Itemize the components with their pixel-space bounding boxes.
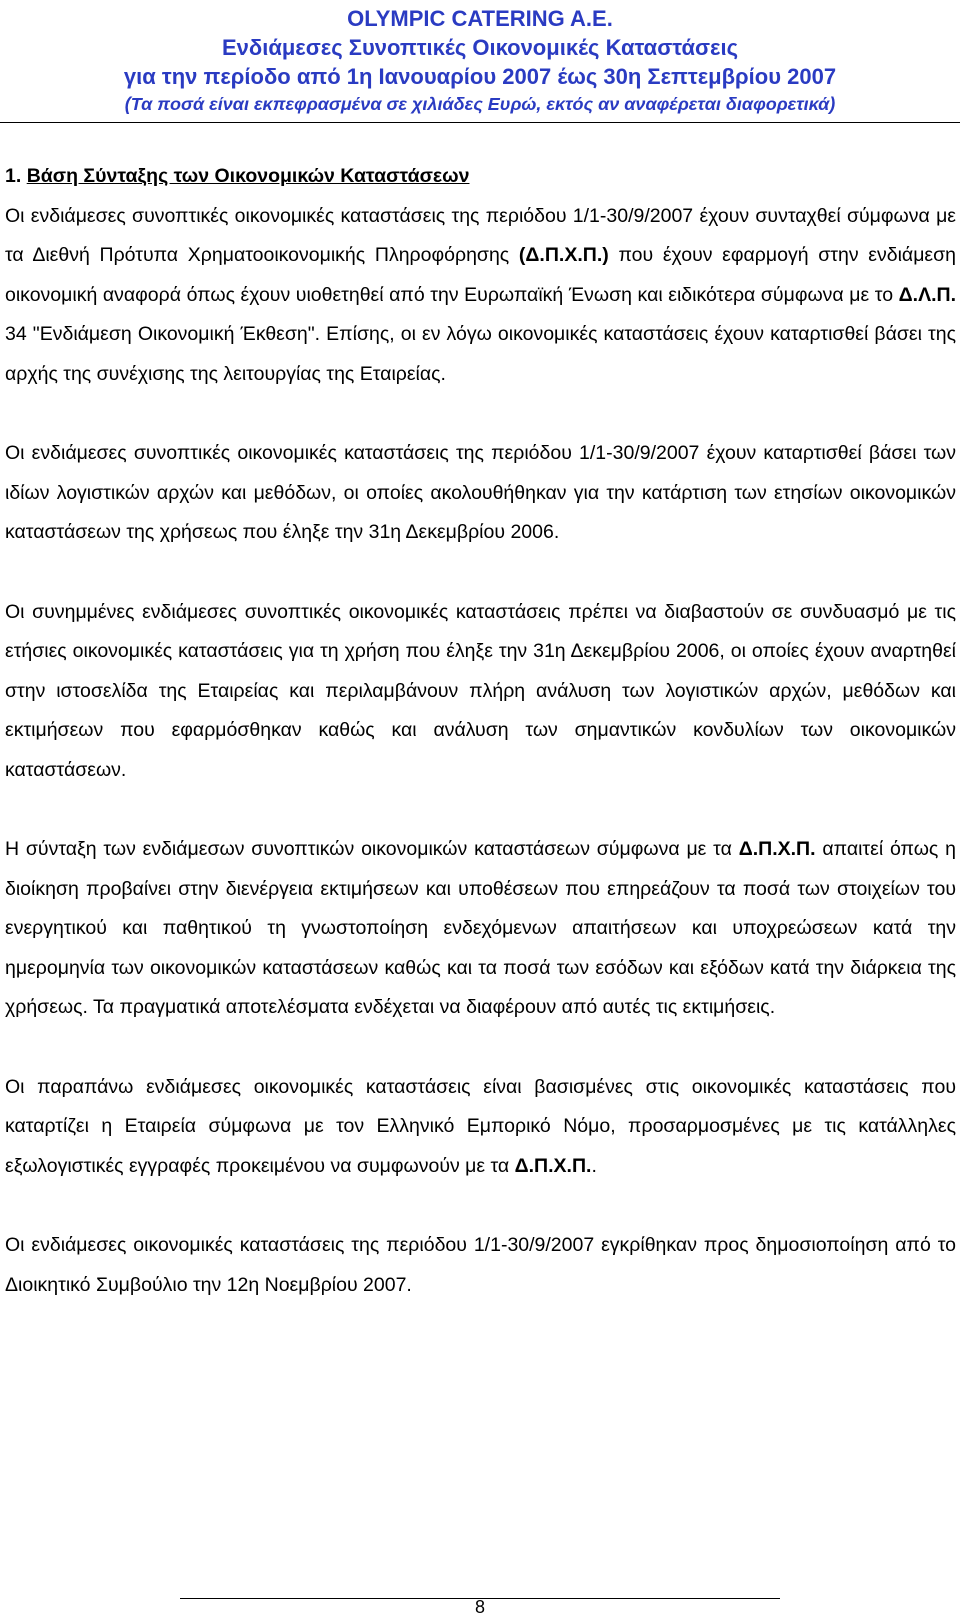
paragraph-5-text-a: Οι παραπάνω ενδιάμεσες οικονομικές καταστάσεις είναι βασισμένες στις οικονομικές καταστάσεις που καταρτίζει η Εταιρεία σύμφωνα με τον Ελληνικό Εμπορικό Νόμο, προσαρμοσμένες με τις κατάλληλες εξωλογιστικές εγγραφές προκειμένου να συμφωνούν με τα bbox=[5, 1075, 956, 1177]
paragraph-5-bold: Δ.Π.Χ.Π. bbox=[514, 1154, 592, 1177]
header-divider bbox=[0, 122, 960, 123]
paragraph-6: Οι ενδιάμεσες οικονομικές καταστάσεις της περιόδου 1/1-30/9/2007 εγκρίθηκαν προς δημοσιοποίηση από το Διοικητικό Συμβούλιο την 12η Νοεμβρίου 2007. bbox=[5, 1234, 956, 1296]
paragraph-1 bbox=[5, 197, 956, 395]
paragraph-1-text-b: που έχουν εφαρμογή στην ενδιάμεση οικονομική αναφορά όπως έχουν υιοθετηθεί από την Ευρωπαϊκή Ένωση και ειδικότερα σύμφωνα με το bbox=[5, 244, 956, 306]
paragraph-5 bbox=[5, 1068, 956, 1187]
document-header bbox=[0, 4, 960, 117]
company-name: OLYMPIC CATERING A.E. bbox=[347, 6, 613, 31]
paragraph-1-bold-b: Δ.Λ.Π. bbox=[898, 283, 956, 306]
paragraph-3: Οι συνημμένες ενδιάμεσες συνοπτικές οικονομικές καταστάσεις πρέπει να διαβαστούν σε συνδυασμό με τις ετήσιες οικονομικές καταστάσεις για τη χρήση που έληξε την 31η Δεκεμβρίου 2006, οι οποίες έχουν αναρτηθεί στην ιστοσελίδα της Εταιρείας και περιλαμβάνουν πλήρη ανάλυση των λογιστικών αρχών, μεθόδων και εκτιμήσεων που εφαρμόσθηκαν καθώς και ανάλυση των σημαντικών κονδυλίων των οικονομικών καταστάσεων. bbox=[5, 600, 956, 781]
section-heading bbox=[5, 157, 956, 197]
section-title: Βάση Σύνταξης των Οικονομικών Καταστάσεων bbox=[26, 165, 470, 187]
paragraph-4-text-a: Η σύνταξη των ενδιάμεσων συνοπτικών οικονομικών καταστάσεων σύμφωνα με τα bbox=[5, 838, 739, 860]
reporting-period: για την περίοδο από 1η Ιανουαρίου 2007 έως 30η Σεπτεμβρίου 2007 bbox=[123, 64, 837, 89]
currency-note: (Τα ποσά είναι εκπεφρασμένα σε χιλιάδες Ευρώ, εκτός αν αναφέρεται διαφορετικά) bbox=[124, 94, 836, 114]
paragraph-5-text-b: . bbox=[591, 1154, 597, 1177]
paragraph-1-bold-a: (Δ.Π.Χ.Π.) bbox=[518, 244, 609, 266]
paragraph-4-bold: Δ.Π.Χ.Π. bbox=[738, 838, 816, 860]
statements-title: Ενδιάμεσες Συνοπτικές Οικονομικές Καταστάσεις bbox=[221, 35, 739, 60]
paragraph-4 bbox=[5, 830, 956, 1028]
paragraph-1-text-c: 34 "Ενδιάμεση Οικονομική Έκθεση". Επίσης, οι εν λόγω οικονομικές καταστάσεις έχουν καταρτισθεί βάσει της αρχής της συνέχισης της λειτουργίας της Εταιρείας. bbox=[5, 323, 956, 385]
section-number: 1. bbox=[5, 165, 22, 187]
paragraph-1-text-a: Οι ενδιάμεσες συνοπτικές οικονομικές καταστάσεις της περιόδου 1/1-30/9/2007 έχουν συνταχθεί σύμφωνα με τα Διεθνή Πρότυπα Χρηματοοικονομικής Πληροφόρησης bbox=[5, 204, 956, 266]
page-number: 8 bbox=[474, 1597, 485, 1617]
paragraph-4-text-b: απαιτεί όπως η διοίκηση προβαίνει στην διενέργεια εκτιμήσεων και υποθέσεων που επηρεάζουν τα ποσά των στοιχείων του ενεργητικού και παθητικού τη γνωστοποίηση ενδεχόμενων απαιτήσεων και υποχρεώσεων κατά την ημερομηνία των οικονομικών καταστάσεων καθώς και τα ποσά των εσόδων και εξόδων κατά την διάρκεια της χρήσεως. Τα πραγματικά αποτελέσματα ενδέχεται να διαφέρουν από αυτές τις εκτιμήσεις. bbox=[5, 838, 956, 1018]
document-body bbox=[5, 157, 956, 1345]
paragraph-2: Οι ενδιάμεσες συνοπτικές οικονομικές καταστάσεις της περιόδου 1/1-30/9/2007 έχουν καταρτισθεί βάσει των ιδίων λογιστικών αρχών και μεθόδων, οι οποίες ακολουθήθηκαν για την κατάρτιση των ετησίων οικονομικών καταστάσεων της χρήσεως που έληξε την 31η Δεκεμβρίου 2006. bbox=[5, 442, 956, 543]
